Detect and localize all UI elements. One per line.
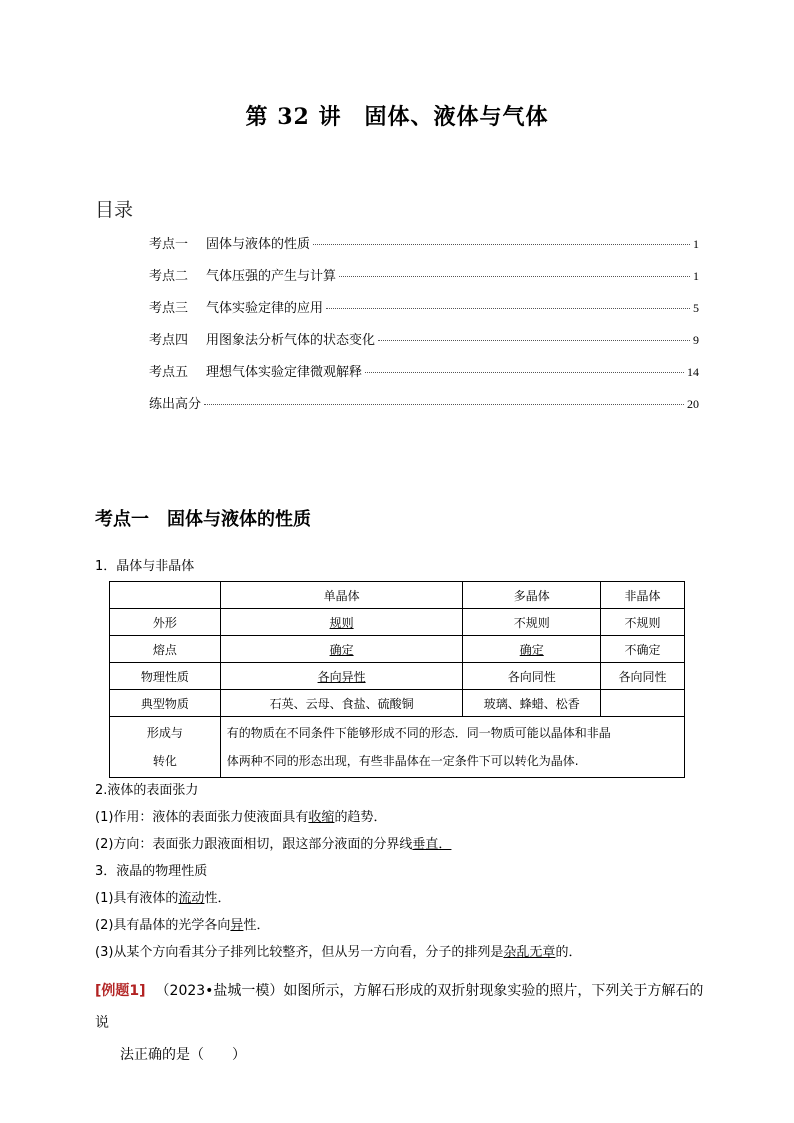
example-line [95, 975, 705, 1039]
toc-text: 用图象法分析气体的状态变化 [206, 333, 376, 348]
toc-item[interactable] [149, 233, 699, 265]
toc-item[interactable] [149, 265, 699, 297]
row-label: 外形 [110, 609, 221, 636]
toc-text: 气体实验定律的应用 [206, 301, 324, 316]
toc-key: 考点五 [149, 365, 189, 380]
toc-leader [313, 244, 690, 245]
toc-item[interactable] [149, 361, 699, 393]
crystal-comparison-table [109, 581, 685, 778]
table-cell [220, 636, 463, 663]
row-label: 物理性质 [110, 663, 221, 690]
table-row [110, 717, 685, 778]
toc-key: 考点一 [149, 237, 189, 252]
table-header: 非晶体 [601, 582, 685, 609]
row-label [110, 717, 221, 778]
example-text: （2023•盐城一模）如图所示，方解石形成的双折射现象实验的照片，下列关于方解石的说 [95, 983, 704, 1031]
formation-text-line: 体两种不同的形态出现，有些非晶体在一定条件下可以转化为晶体. [226, 754, 579, 768]
text-line [95, 887, 230, 906]
answer-text: 流动 [178, 891, 205, 906]
subsection-heading: 2.液体的表面张力 [95, 783, 199, 798]
toc-text: 固体与液体的性质 [206, 237, 311, 252]
toc-leader [365, 372, 684, 373]
row-label-line: 转化 [152, 754, 177, 768]
example-question [95, 975, 705, 1071]
table-cell: 不规则 [601, 609, 685, 636]
text-fragment: (1)具有液体的 [95, 891, 179, 906]
subsection-heading: 1．晶体与非晶体 [95, 559, 195, 574]
table-row [110, 609, 685, 636]
table-cell [601, 690, 685, 717]
text-fragment: (1)作用：液体的表面张力使液面具有 [95, 810, 309, 825]
text-fragment: (3)从某个方向看其分子排列比较整齐，但从另一方向看，分子的排列是 [95, 945, 504, 960]
text-fragment: 性． [204, 891, 231, 906]
answer-text: 杂乱无章 [503, 945, 556, 960]
toc-leader [378, 340, 690, 341]
example-tag: [例题1] [95, 983, 146, 999]
toc-text: 气体压强的产生与计算 [206, 269, 337, 284]
toc-leader [339, 276, 690, 277]
table-cell [110, 582, 221, 609]
table-cell: 玻璃、蜂蜡、松香 [463, 690, 601, 717]
example-line: 法正确的是（ ） [120, 1047, 246, 1063]
toc-page: 1 [693, 237, 699, 251]
table-cell: 石英、云母、食盐、硫酸铜 [220, 690, 463, 717]
table-header-row [110, 582, 685, 609]
table-cell: 各向同性 [463, 663, 601, 690]
answer-text: 异 [230, 918, 244, 933]
answer-text: 垂直． [412, 837, 452, 852]
table-cell [220, 717, 684, 778]
section-title: 考点一 固体与液体的性质 [95, 509, 311, 530]
text-fragment: (2)方向：表面张力跟液面相切，跟这部分液面的分界线 [95, 837, 413, 852]
toc-page: 14 [687, 365, 699, 379]
table-of-contents [149, 233, 699, 425]
table-cell [220, 609, 463, 636]
toc-key: 考点三 [149, 301, 189, 316]
page-title: 第 32 讲 固体、液体与气体 [245, 104, 549, 130]
subsection-heading: 3．液晶的物理性质 [95, 864, 208, 879]
answer-text: 确定 [519, 642, 544, 657]
answer-text: 确定 [329, 642, 354, 657]
answer-text: 收缩 [308, 810, 335, 825]
table-row [110, 663, 685, 690]
table-cell [463, 636, 601, 663]
answer-text: 各向异性 [317, 669, 366, 684]
toc-leader [204, 404, 684, 405]
toc-text: 练出高分 [149, 397, 202, 412]
toc-item[interactable] [149, 329, 699, 361]
answer-text: 规则 [329, 615, 354, 630]
formation-text-line: 有的物质在不同条件下能够形成不同的形态．同一物质可能以晶体和非晶 [226, 726, 611, 740]
text-fragment: (2)具有晶体的光学各向 [95, 918, 231, 933]
text-fragment: 的趋势． [334, 810, 387, 825]
row-label-line: 形成与 [146, 726, 183, 740]
text-line [95, 833, 451, 852]
toc-page: 9 [693, 333, 699, 347]
table-cell: 不确定 [601, 636, 685, 663]
row-label: 典型物质 [110, 690, 221, 717]
toc-item[interactable] [149, 297, 699, 329]
toc-text: 理想气体实验定律微观解释 [206, 365, 363, 380]
table-header: 多晶体 [463, 582, 601, 609]
toc-page: 1 [693, 269, 699, 283]
text-line [95, 806, 386, 825]
toc-key: 考点二 [149, 269, 189, 284]
text-fragment: 性． [243, 918, 270, 933]
table-cell: 各向同性 [601, 663, 685, 690]
toc-page: 20 [687, 397, 699, 411]
table-cell: 不规则 [463, 609, 601, 636]
toc-key: 考点四 [149, 333, 189, 348]
table-cell [220, 663, 463, 690]
toc-leader [326, 308, 690, 309]
text-fragment: 的． [555, 945, 582, 960]
text-line [95, 941, 581, 960]
table-header: 单晶体 [220, 582, 463, 609]
table-row [110, 636, 685, 663]
text-line [95, 914, 269, 933]
toc-heading: 目录 [95, 199, 134, 221]
table-row [110, 690, 685, 717]
row-label: 熔点 [110, 636, 221, 663]
toc-page: 5 [693, 301, 699, 315]
toc-item[interactable] [149, 393, 699, 425]
